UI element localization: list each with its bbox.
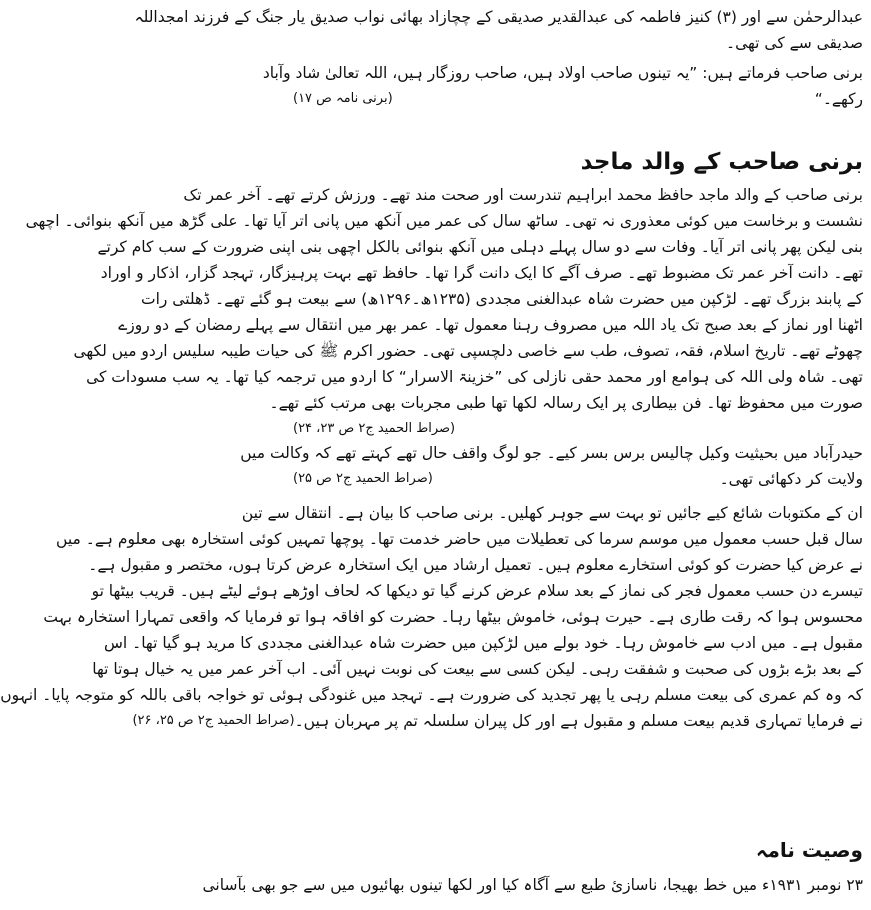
text-line: کے پابند بزرگ تھے۔ لڑکپن میں حضرت شاہ عبدالغنی مجددی (۱۲۳۵ھ۔۱۲۹۶ھ) سے بیعت ہو گئے تھے۔ ڈھلتی رات <box>141 290 863 308</box>
text-line: چھوٹے تھے۔ تاریخ اسلام، فقہ، تصوف، طب سے خاصی دلچسپی تھی۔ حضور اکرم ﷺ کی حیات طیبہ سلیس اردو میں لکھی <box>73 342 863 360</box>
text-line: محسوس ہوا کہ رقت طاری ہے۔ حیرت ہوئی، خاموش بیٹھا رہا۔ حضرت کو افاقہ ہوا تو فرمایا کہ واقعی تمہارا استخارہ بہت <box>43 608 863 626</box>
text-line: نے فرمایا تمہاری قدیم بیعت مسلم و مقبول ہے اور کل پیران سلسلہ تم پر مہربان ہیں۔ <box>294 712 863 730</box>
document-page <box>0 4 863 906</box>
text-line: ۲۳ نومبر ۱۹۳۱ء میں خط بھیجا، ناسازئ طبع سے آگاہ کیا اور لکھا تینوں بھائیوں میں سے جو بھی بآسانی <box>202 876 863 894</box>
text-line: کے بعد بڑے بڑوں کی صحبت و شفقت رہی۔ لیکن کسی سے بیعت کی نوبت نہیں آئی۔ اب آخر عمر میں یہ خیال ہوتا تھا <box>92 660 863 678</box>
text-line: نے عرض کیا حضرت کو کوئی استخارے معلوم ہیں۔ تعمیل ارشاد میں ایک استخارہ عرض کرتا ہوں، مختصر و مقبول ہے۔ <box>88 556 863 574</box>
text-line: مقبول ہے۔ میں ادب سے خاموش رہا۔ خود بولے میں لڑکپن میں حضرت شاہ عبدالغنی مجددی کا مرید ہو گیا تھا۔ اس <box>103 634 863 652</box>
text-line: تھے۔ دانت آخر عمر تک مضبوط تھے۔ صرف آگے کا ایک دانت گرا تھا۔ حافظ تھے بہت پرہیزگار، تہجد گزار، اذکار و اوراد <box>100 264 863 282</box>
text-line: عبدالرحمٰن سے اور (۳) کنیز فاطمہ کی عبدالقدیر صدیقی کے چچازاد بھائی نواب صدیق یار جنگ کے فرزند امجداللہ <box>134 8 863 26</box>
text-line: کہ وہ کم عمری کی بیعت مسلم رہی یا پھر تجدید کی ضرورت ہے۔ تہجد میں غنودگی ہوئی تو خواجہ باقی باللہ کو متوجہ پایا۔ انہوں <box>0 686 863 704</box>
text-line: ولایت کر دکھائی تھی۔ <box>719 470 863 488</box>
text-line: ان کے مکتوبات شائع کیے جائیں تو بہت سے جوہر کھلیں۔ برنی صاحب کا بیان ہے۔ انتقال سے تین <box>241 504 863 522</box>
text-line: تھی۔ شاہ ولی اللہ کی ہوامع اور محمد حقی نازلی کی ”خزینۃ الاسرار“ کا اردو میں ترجمہ کیا تھا۔ یہ سب مسودات کی <box>86 368 863 386</box>
father-section-heading-wrap <box>293 146 863 178</box>
text-line: سال قبل حسب معمول میں موسم سرما کی تعطیلات میں حاضر خدمت تھا۔ پوچھا تمہیں کوئی استخارہ بھی معلوم ہے۔ میں <box>56 530 863 548</box>
quote-line: برنی صاحب فرماتے ہیں: ”یہ تینوں صاحب اولاد ہیں، صاحب روزگار ہیں، اللہ تعالیٰ شاد وآباد <box>262 64 863 82</box>
citation: (برنی نامہ ص ۱۷) <box>293 91 393 106</box>
text-line: صدیقی سے کی تھی۔ <box>726 34 863 52</box>
quote-line: رکھے۔“ <box>814 90 863 108</box>
text-line: تیسرے دن حسب معمول فجر کی نماز کے بعد سلام عرض کرنے گیا تو دیکھا کہ لحاف اوڑھے ہوئے لیٹے ہیں۔ قریب بیٹھا تو <box>91 582 863 600</box>
text-line: صورت میں محفوظ تھا۔ فن بیطاری پر ایک رسالہ لکھا تھا طبی مجربات بھی مرتب کئے تھے۔ <box>269 394 863 412</box>
text-line: نشست و برخاست میں کوئی معذوری نہ تھی۔ ساٹھ سال کی عمر میں آنکھ میں پانی اتر آیا تھا۔ علی گڑھ میں آنکھ بنوائی۔ اچھی <box>25 212 863 230</box>
text-line: برنی صاحب کے والد ماجد حافظ محمد ابراہیم تندرست اور صحت مند تھے۔ ورزش کرتے تھے۔ آخر عمر تک <box>183 186 863 204</box>
citation: (صراط الحمید ج۲ ص ۲۳، ۲۴) <box>293 421 456 436</box>
citation: (صراط الحمید ج۲ ص ۲۵، ۲۶) <box>132 713 295 728</box>
section-heading: برنی صاحب کے والد ماجد <box>580 149 863 175</box>
father-section <box>0 182 863 734</box>
citation: (صراط الحمید ج۲ ص ۲۵) <box>293 471 433 486</box>
text-line: بنی لیکن پھر پانی اتر آیا۔ وفات سے دو سال پہلے دہلی میں آنکھ بنوائی بالکل اچھی بنی اپنی ضرورت کے سب کام کرتے <box>97 238 863 256</box>
intro-section <box>134 4 863 112</box>
will-section <box>202 836 863 898</box>
text-line: حیدرآباد میں بحیثیت وکیل چالیس برس بسر کیے۔ جو لوگ واقف حال تھے کہتے تھے کہ وکالت میں <box>240 444 863 462</box>
section-heading: وصیت نامہ <box>755 838 863 862</box>
text-line: اٹھنا اور نماز کے بعد صبح تک یاد اللہ میں مصروف رہنا معمول تھا۔ عمر بھر میں انتقال سے پہلے رمضان کے دو روزے <box>118 316 863 334</box>
